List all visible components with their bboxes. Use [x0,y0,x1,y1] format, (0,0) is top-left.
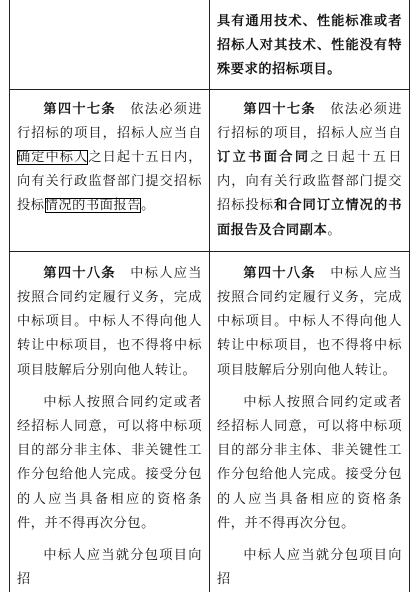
left-article-48-paragraph-3: 中标人应当就分包项目向招 [17,548,202,588]
left-article-47-text-2: 之日起十五日内，向有关行政监督部门提交招标投标 [17,150,202,214]
left-article-47-paragraph [17,98,202,219]
right-article-48-paragraph-3: 中标人应当就分包项目向招 [217,548,402,588]
right-cell-article-48 [210,251,410,592]
left-cell-article-47 [10,89,210,251]
right-article-47-text-2: 之日起十五日内，向有关行政监督部门提交招标投标 [217,150,402,214]
right-article-48-paragraph-1 [217,262,402,383]
right-article-48-paragraph-2: 中标人按照合同约定或者经招标人同意，可以将中标项目的部分非主体、非关键性工作分包给他人完成。接受分包的人应当具备相应的资格条件，并不得再次分包。 [217,394,402,531]
left-cell-empty [10,0,210,89]
left-article-48-number: 第四十八条 [43,265,116,281]
right-cell-article-46-tail [210,0,410,89]
table-row [10,89,410,251]
highlight-box-determine-winner: 确定中标人 [17,150,89,166]
right-article-47-text-1: 依法必须进行招标的项目，招标人应当自 [217,101,402,141]
left-article-48-paragraph-2: 中标人按照合同约定或者经招标人同意，可以将中标项目的部分非主体、非关键性工作分包给他人完成。接受分包的人应当具备相应的资格条件，并不得再次分包。 [17,394,202,531]
table-row [10,0,410,89]
highlight-box-written-report: 情况的书面报告 [44,198,142,214]
right-article-46-tail-text: 具有通用技术、性能标准或者招标人对其技术、性能没有特殊要求的招标项目。 [217,14,402,78]
right-cell-article-47 [210,89,410,251]
right-article-47-number: 第四十七条 [243,101,316,117]
left-article-47-number: 第四十七条 [43,101,116,117]
left-article-47-text-3: 。 [141,198,155,214]
table-row [10,251,410,592]
right-article-47-bold-1: 订立书面合同 [217,150,311,166]
left-article-48-text-1: 中标人应当按照合同约定履行义务，完成中标项目。中标人不得向他人转让中标项目，也不得将中标项目肢解后分别向他人转让。 [17,265,202,378]
right-article-47-paragraph [217,98,402,243]
right-article-47-text-3: 。 [327,222,342,238]
right-article-48-number: 第四十八条 [243,265,316,281]
comparison-table [9,0,410,592]
right-article-47-bold-2: 和合同订立情况的书面报告及合同副本 [217,198,402,238]
left-article-47-text-1: 依法必须进行招标的项目，招标人应当自 [17,101,202,141]
left-article-48-paragraph-1 [17,262,202,383]
left-cell-article-48 [10,251,210,592]
right-article-48-text-1: 中标人应当按照合同约定履行义务，完成中标项目。中标人不得向他人转让中标项目，也不得将中标项目肢解后分别向他人转让。 [217,265,402,378]
